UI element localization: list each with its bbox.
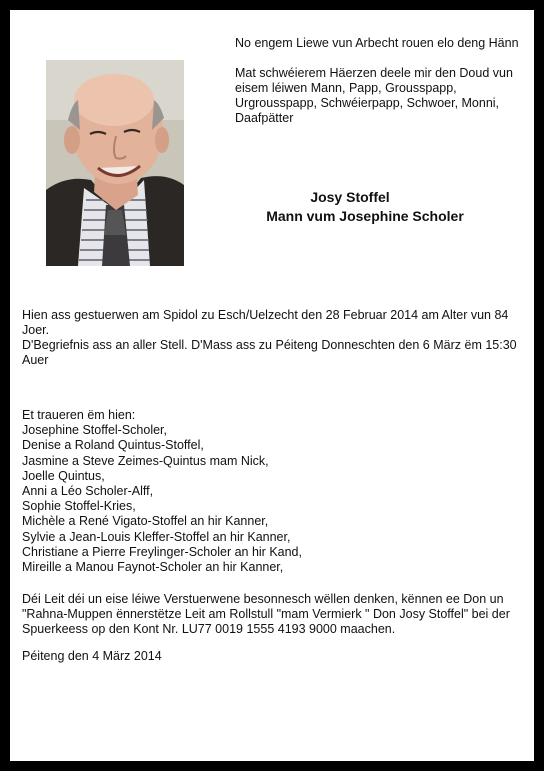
mourner-item: Sylvie a Jean-Louis Kleffer-Stoffel an hir Kanner, [22, 529, 291, 544]
mourner-item: Denise a Roland Quintus-Stoffel, [22, 438, 204, 453]
mourner-item: Michèle a René Vigato-Stoffel an hir Kanner, [22, 514, 269, 529]
mourner-item: Jasmine a Steve Zeimes-Quintus mam Nick, [22, 453, 269, 468]
intro-line-1: No engem Liewe vun Arbecht rouen elo deng Hänn [235, 36, 519, 50]
intro-line-2: Mat schwéierem Häerzen deele mir den Doud vun eisem léiwen Mann, Papp, Grousspapp, Urgrousspapp, Schwéierpapp, Schwoer, Monni, Daafpätter [235, 66, 513, 125]
deceased-relation: Mann vum Josephine Scholer [266, 208, 464, 224]
intro-text [235, 36, 525, 141]
deceased-name: Josy Stoffel [310, 189, 390, 205]
mourners-section [22, 408, 522, 575]
deceased-name-block [210, 188, 520, 226]
mourner-item: Christiane a Pierre Freylinger-Scholer an hir Kand, [22, 544, 302, 559]
funeral-notice: D'Begriefnis ass an aller Stell. D'Mass ass zu Péiteng Donneschten den 6 März ëm 15:30 Auer [22, 338, 517, 367]
donation-notice [22, 592, 527, 637]
death-notice: Hien ass gestuerwen am Spidol zu Esch/Uelzecht den 28 Februar 2014 am Alter vun 84 Joer. [22, 308, 509, 337]
announcement-text [22, 308, 522, 368]
mourner-item: Joelle Quintus, [22, 468, 105, 483]
mourner-item: Sophie Stoffel-Kries, [22, 499, 136, 514]
mourners-list [22, 423, 522, 575]
donation-text: Déi Leit déi un eise léiwe Verstuerwene besonnesch wëllen denken, kënnen ee Don un "Rahna-Muppen ënnerstëtze Leit am Rollstull "mam Vermierk " Don Josy Stoffel" bei der Spuerkeess op den Kont Nr. LU77 0019 1555 4193 9000 maachen. [22, 592, 510, 636]
obituary-sheet [10, 10, 534, 761]
mourners-heading: Et traueren ëm hien: [22, 408, 136, 422]
place-date: Péiteng den 4 März 2014 [22, 649, 162, 663]
portrait-photo [46, 60, 184, 266]
mourner-item: Anni a Léo Scholer-Alff, [22, 484, 154, 499]
mourner-item: Mireille a Manou Faynot-Scholer an hir Kanner, [22, 560, 284, 575]
mourner-item: Josephine Stoffel-Scholer, [22, 423, 168, 438]
